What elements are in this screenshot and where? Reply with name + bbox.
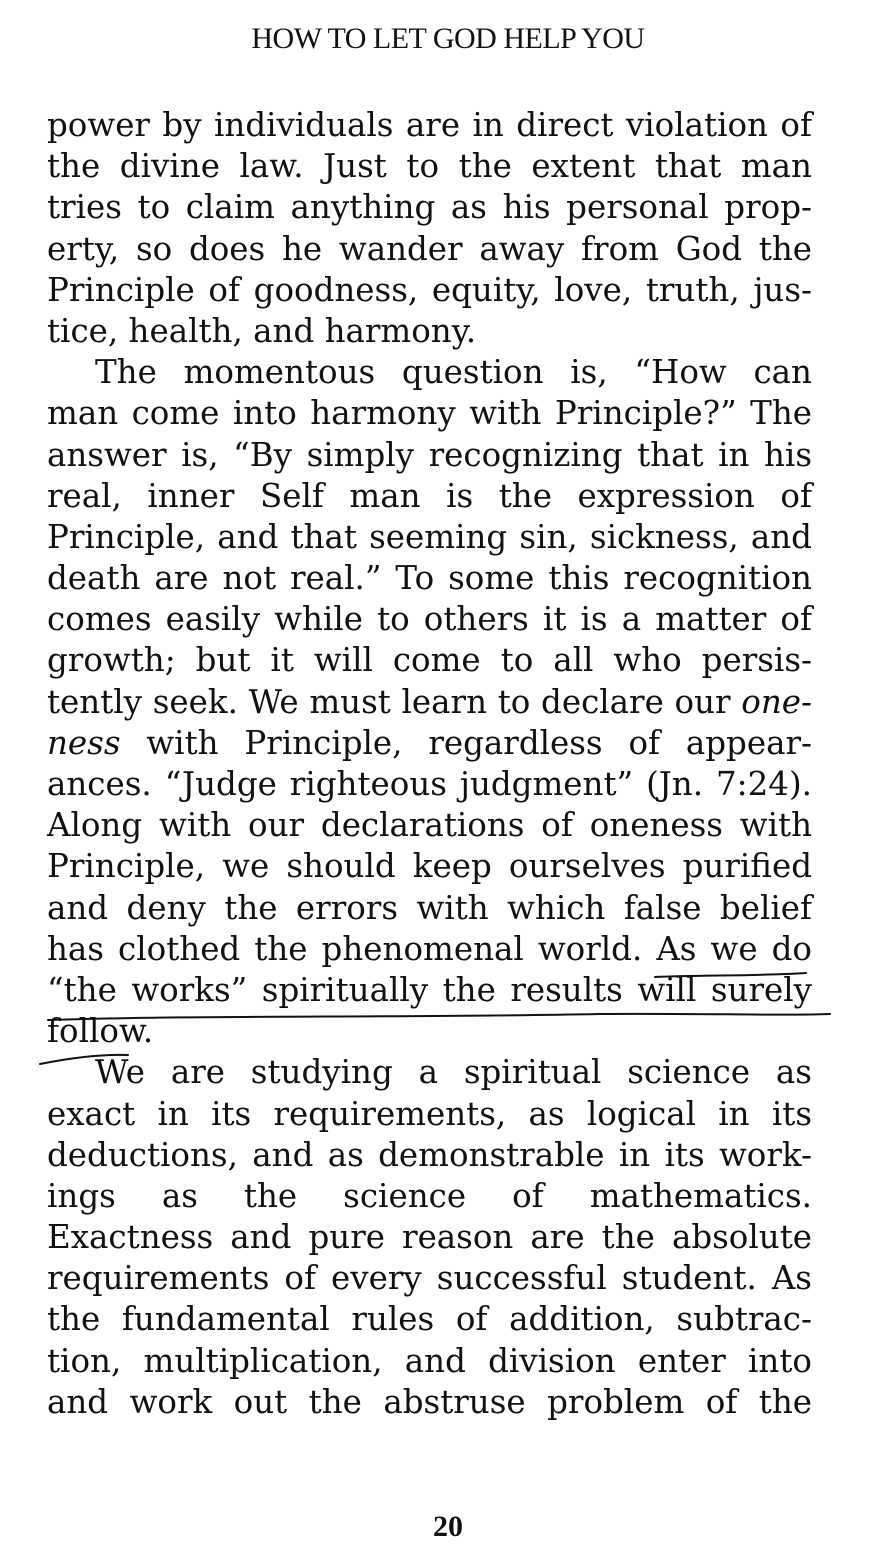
text-run: tently seek. We must learn to declare our	[47, 682, 742, 721]
text-line: and deny the errors with which false belief	[47, 888, 812, 927]
italic-run: ness	[47, 723, 121, 762]
text-line: death are not real.” To some this recognition	[47, 559, 812, 598]
italic-run: one-	[741, 682, 812, 721]
text-line: Along with our declarations of oneness with	[47, 806, 812, 845]
text-line: follow.	[47, 1012, 154, 1051]
text-line	[47, 682, 812, 723]
text-line: Principle of goodness, equity, love, truth, jus-	[47, 270, 812, 309]
running-head: HOW TO LET GOD HELP YOU	[251, 22, 645, 55]
text-line: comes easily while to others it is a matter of	[47, 600, 812, 639]
text-line: Exactness and pure reason are the absolute	[47, 1218, 812, 1257]
text-line: ings as the science of mathematics.	[47, 1176, 812, 1215]
text-line: ances. “Judge righteous judgment” (Jn. 7:24).	[47, 765, 812, 803]
text-line: growth; but it will come to all who persis-	[47, 641, 812, 680]
text-line: answer is, “By simply recognizing that in his	[47, 435, 812, 474]
text-line: has clothed the phenomenal world. As we do	[47, 929, 812, 968]
text-line: We are studying a spiritual science as	[95, 1053, 812, 1092]
text-line: deductions, and as demonstrable in its work-	[47, 1135, 812, 1174]
text-run: with Principle, regardless of appear-	[120, 723, 812, 762]
text-line: real, inner Self man is the expression of	[47, 476, 812, 515]
page-number: 20	[433, 1510, 463, 1543]
text-line: exact in its requirements, as logical in its	[47, 1094, 812, 1133]
body-text	[47, 105, 812, 1423]
text-line: and work out the abstruse problem of the	[47, 1382, 812, 1421]
text-line	[47, 723, 812, 764]
text-line: man come into harmony with Principle?” The	[47, 394, 812, 433]
text-line: erty, so does he wander away from God the	[47, 229, 812, 268]
text-line: the divine law. Just to the extent that man	[47, 147, 812, 186]
text-line: Principle, and that seeming sin, sickness, and	[47, 517, 812, 556]
text-line: Principle, we should keep ourselves purified	[47, 847, 812, 886]
text-line: power by individuals are in direct violation of	[47, 106, 812, 144]
text-line: The momentous question is, “How can	[95, 353, 812, 392]
text-line: tice, health, and harmony.	[47, 311, 477, 350]
text-line: requirements of every successful student. As	[47, 1259, 812, 1298]
text-line: “the works” spiritually the results will surely	[47, 970, 812, 1009]
text-line: the fundamental rules of addition, subtrac-	[47, 1300, 812, 1339]
text-line: tion, multiplication, and division enter into	[47, 1341, 812, 1380]
text-line: tries to claim anything as his personal prop-	[47, 188, 812, 227]
